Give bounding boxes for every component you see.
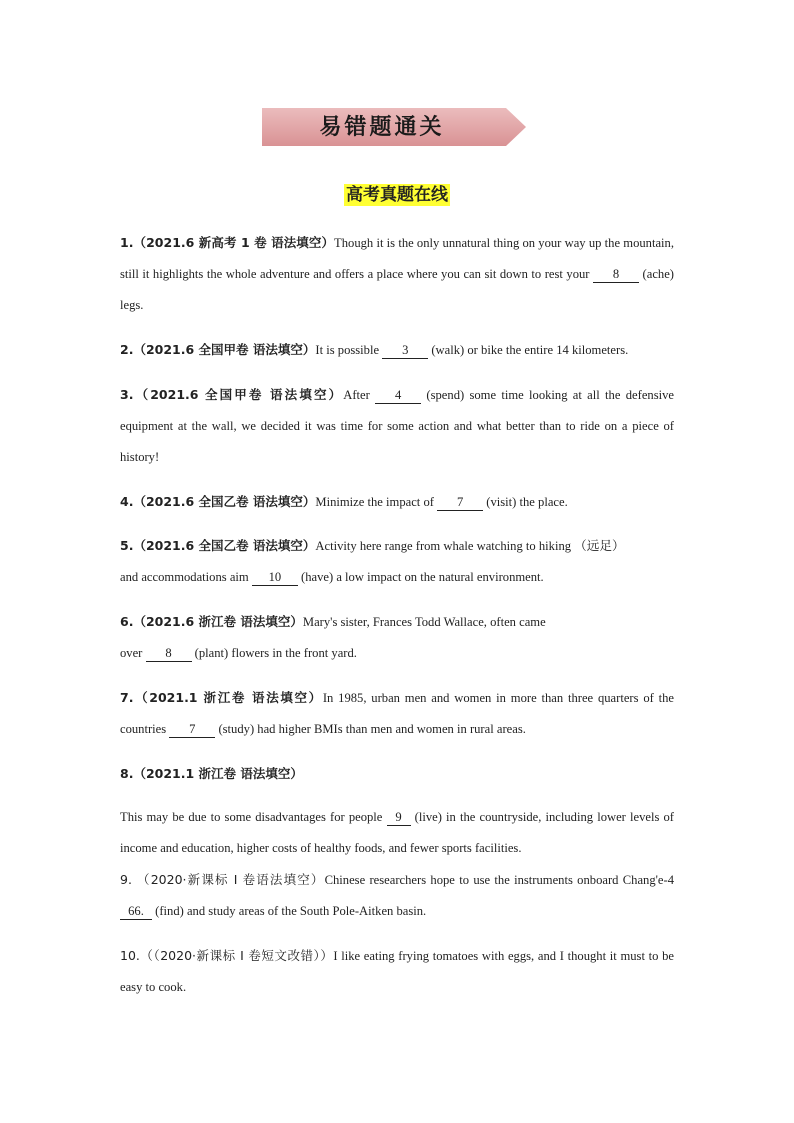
question-text-end: (visit) the place. [483, 495, 568, 509]
question-text-end: (spend) some time looking at all the defensive equipment at the wall, we decided it was time for some action and what better than to ride on a piece of history! [120, 388, 674, 464]
question-3 [120, 379, 674, 473]
question-text: I like eating frying tomatoes with eggs, and I thought it must to be easy to cook. [120, 949, 674, 994]
question-8 [120, 758, 674, 789]
question-tag: 4.（2021.6 全国乙卷 语法填空） [120, 494, 316, 509]
question-text: In 1985, urban men and women in more than three quarters of the countries [120, 691, 675, 736]
question-text: It is possible [315, 343, 383, 357]
question-10 [120, 940, 674, 1003]
answer-blank[interactable]: 10 [252, 569, 298, 586]
question-4 [120, 486, 674, 518]
question-2 [120, 334, 674, 366]
answer-blank[interactable]: 8 [146, 645, 192, 662]
question-tag: 5.（2021.6 全国乙卷 语法填空） [120, 538, 316, 553]
section-banner [262, 108, 526, 146]
question-text-end: (walk) or bike the entire 14 kilometers. [428, 343, 629, 357]
question-text: Activity here range from whale watching to hiking （远足） [315, 539, 625, 553]
answer-blank[interactable]: 8 [593, 266, 639, 283]
question-text-line2: and accommodations aim [120, 570, 252, 584]
answer-blank[interactable]: 7 [169, 721, 215, 738]
question-text-end: (find) and study areas of the South Pole-Aitken basin. [152, 904, 427, 918]
question-9 [120, 864, 674, 927]
question-text: This may be due to some disadvantages for people [120, 810, 387, 824]
question-text-end: (have) a low impact on the natural environment. [297, 570, 544, 584]
question-6 [120, 606, 674, 669]
section-subtitle [0, 180, 794, 205]
question-text: Minimize the impact of [315, 495, 438, 509]
question-tag: 9. （2020·新课标 I 卷语法填空） [120, 872, 325, 887]
question-tag: 10.（（2020·新课标 I 卷短文改错）） [120, 948, 334, 963]
question-1 [120, 227, 674, 321]
answer-blank[interactable]: 4 [375, 387, 421, 404]
question-text-end: (study) had higher BMIs than men and women in rural areas. [215, 722, 526, 736]
question-text: Chinese researchers hope to use the instruments onboard Chang'e-4 [324, 873, 674, 887]
answer-blank[interactable]: 3 [382, 342, 428, 359]
subtitle-highlight: 高考真题在线 [346, 185, 448, 205]
answer-blank[interactable]: 9 [387, 809, 411, 826]
question-5 [120, 530, 674, 593]
question-text: Though it is the only unnatural thing on your way up the mountain, still it highlights the whole adventure and offers a place where you can sit down to rest your [120, 236, 674, 281]
question-tag: 7.（2021.1 浙江卷 语法填空） [120, 690, 323, 705]
question-8-body [120, 802, 674, 864]
question-text-end: (live) in the countryside, including lower levels of income and education, higher costs of healthy foods, and fewer sports facilities. [120, 810, 674, 855]
answer-blank[interactable]: 7 [437, 494, 483, 511]
question-text: Mary's sister, Frances Todd Wallace, often came [302, 615, 546, 629]
answer-blank[interactable]: 66. [120, 903, 152, 920]
banner-title: 易错题通关 [319, 114, 445, 140]
question-tag: 2.（2021.6 全国甲卷 语法填空） [120, 342, 316, 357]
question-tag: 8.（2021.1 浙江卷 语法填空） [120, 766, 303, 781]
question-text: After [343, 388, 376, 402]
question-text-end: (plant) flowers in the front yard. [191, 646, 357, 660]
question-7 [120, 682, 674, 745]
question-text-end: (ache) legs. [120, 267, 674, 312]
question-tag: 1.（2021.6 新高考 1 卷 语法填空） [120, 235, 335, 250]
question-tag: 3.（2021.6 全国甲卷 语法填空） [120, 387, 344, 402]
question-tag: 6.（2021.6 浙江卷 语法填空） [120, 614, 303, 629]
question-text-line2: over [120, 646, 146, 660]
